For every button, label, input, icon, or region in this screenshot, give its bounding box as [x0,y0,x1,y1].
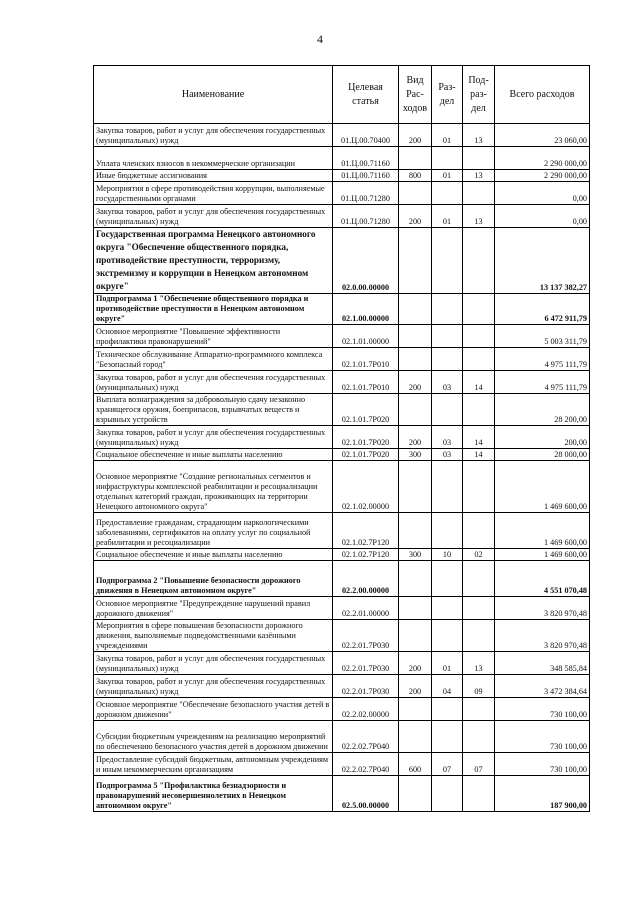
row-vid-cell [399,698,432,721]
column-header-code: Целевая статья [333,66,399,124]
row-razdel-cell: 03 [432,426,463,449]
row-total-cell: 5 003 311,79 [495,325,590,348]
row-razdel-cell [432,348,463,371]
row-vid-cell: 800 [399,170,432,182]
row-razdel-cell [432,698,463,721]
row-name-cell: Подпрограмма 2 "Повышение безопасности дорожного движения в Ненецком автономном округе" [94,561,333,597]
row-name-cell: Закупка товаров, работ и услуг для обеспечения государственных (муниципальных) нужд [94,675,333,698]
row-vid-cell [399,325,432,348]
row-code-cell: 02.1.01.7Р020 [333,449,399,461]
row-podrazdel-cell: 14 [463,449,495,461]
table-row [94,124,590,147]
table-body [94,124,590,812]
row-name-cell: Закупка товаров, работ и услуг для обеспечения государственных (муниципальных) нужд [94,124,333,147]
row-total-cell: 200,00 [495,426,590,449]
row-name-cell: Выплата вознаграждения за добровольную сдачу незаконно хранящегося оружия, боеприпасов, взрывчатых веществ и взрывных устройств [94,394,333,426]
table-row [94,698,590,721]
row-code-cell: 02.1.01.7Р020 [333,394,399,426]
row-vid-cell [399,182,432,205]
row-razdel-cell: 04 [432,675,463,698]
table-header-row [94,66,590,124]
row-vid-cell: 200 [399,675,432,698]
row-total-cell: 0,00 [495,205,590,228]
row-total-cell: 4 975 111,79 [495,371,590,394]
row-razdel-cell [432,776,463,812]
row-podrazdel-cell: 14 [463,426,495,449]
table-row [94,426,590,449]
row-podrazdel-cell [463,620,495,652]
row-razdel-cell [432,461,463,513]
row-podrazdel-cell: 14 [463,371,495,394]
row-vid-cell: 300 [399,449,432,461]
row-name-cell: Социальное обеспечение и иные выплаты населению [94,549,333,561]
row-code-cell: 01.Ц.00.71280 [333,182,399,205]
row-name-cell: Подпрограмма 5 "Профилактика безнадзорности и правонарушений несовершеннолетних в Ненецком автономном округе" [94,776,333,812]
row-razdel-cell [432,147,463,170]
row-vid-cell [399,348,432,371]
row-total-cell: 3 472 384,64 [495,675,590,698]
table-row [94,348,590,371]
row-vid-cell [399,776,432,812]
row-code-cell: 02.2.01.7Р030 [333,620,399,652]
table-row [94,753,590,776]
row-name-cell: Закупка товаров, работ и услуг для обеспечения государственных (муниципальных) нужд [94,205,333,228]
table-row [94,620,590,652]
row-total-cell: 1 469 600,00 [495,549,590,561]
row-total-cell: 2 290 000,00 [495,147,590,170]
table-row [94,513,590,549]
table-row [94,776,590,812]
row-name-cell: Закупка товаров, работ и услуг для обеспечения государственных (муниципальных) нужд [94,426,333,449]
row-razdel-cell: 10 [432,549,463,561]
row-podrazdel-cell [463,776,495,812]
row-total-cell: 187 900,00 [495,776,590,812]
row-podrazdel-cell [463,698,495,721]
column-header-vid: Вид Рас-ходов [399,66,432,124]
row-vid-cell [399,294,432,325]
row-razdel-cell [432,394,463,426]
row-name-cell: Предоставление субсидий бюджетным, автономным учреждениям и иным некоммерческим организациям [94,753,333,776]
row-name-cell: Субсидии бюджетным учреждениям на реализацию мероприятий по обеспечению безопасного участия детей в дорожном движении [94,721,333,753]
row-name-cell: Уплата членских взносов в некоммерческие организации [94,147,333,170]
row-podrazdel-cell: 09 [463,675,495,698]
row-razdel-cell: 03 [432,449,463,461]
row-code-cell: 02.0.00.00000 [333,228,399,294]
row-vid-cell [399,721,432,753]
row-name-cell: Закупка товаров, работ и услуг для обеспечения государственных (муниципальных) нужд [94,652,333,675]
column-header-total: Всего расходов [495,66,590,124]
row-total-cell: 4 551 070,48 [495,561,590,597]
row-vid-cell: 200 [399,371,432,394]
table-row [94,549,590,561]
row-code-cell: 02.1.00.00000 [333,294,399,325]
row-total-cell: 28 000,00 [495,449,590,461]
row-vid-cell [399,620,432,652]
row-razdel-cell [432,513,463,549]
row-total-cell: 0,00 [495,182,590,205]
row-name-cell: Социальное обеспечение и иные выплаты населению [94,449,333,461]
table-row [94,182,590,205]
row-code-cell: 02.2.01.7Р030 [333,675,399,698]
row-vid-cell [399,513,432,549]
row-code-cell: 02.2.01.00000 [333,597,399,620]
row-total-cell: 2 290 000,00 [495,170,590,182]
column-header-name: Наименование [94,66,333,124]
row-code-cell: 02.1.01.00000 [333,325,399,348]
row-vid-cell: 200 [399,205,432,228]
table-row [94,325,590,348]
row-total-cell: 730 100,00 [495,721,590,753]
row-name-cell: Закупка товаров, работ и услуг для обеспечения государственных (муниципальных) нужд [94,371,333,394]
table-row [94,597,590,620]
row-code-cell: 02.1.02.7Р120 [333,549,399,561]
row-podrazdel-cell [463,513,495,549]
row-razdel-cell [432,228,463,294]
row-name-cell: Предоставление гражданам, страдающим наркологическими заболеваниями, сертификатов на оплату услуг по социальной реабилитации и ресоциализации [94,513,333,549]
row-total-cell: 730 100,00 [495,698,590,721]
row-podrazdel-cell [463,597,495,620]
row-code-cell: 02.1.01.7Р020 [333,426,399,449]
table-row [94,652,590,675]
row-podrazdel-cell: 02 [463,549,495,561]
row-name-cell: Мероприятия в сфере повышения безопасности дорожного движения, выполняемые подведомственными казёнными учреждениями [94,620,333,652]
row-vid-cell: 200 [399,124,432,147]
row-total-cell: 1 469 600,00 [495,513,590,549]
row-vid-cell: 200 [399,652,432,675]
row-podrazdel-cell [463,461,495,513]
row-total-cell: 6 472 911,79 [495,294,590,325]
row-total-cell: 28 200,00 [495,394,590,426]
row-name-cell: Основное мероприятие "Повышение эффективности профилактики правонарушений" [94,325,333,348]
row-podrazdel-cell: 13 [463,205,495,228]
table-row [94,721,590,753]
row-code-cell: 02.2.01.7Р030 [333,652,399,675]
row-podrazdel-cell [463,394,495,426]
row-total-cell: 3 820 970,48 [495,597,590,620]
row-total-cell: 23 060,00 [495,124,590,147]
table-row [94,205,590,228]
row-podrazdel-cell: 13 [463,124,495,147]
row-podrazdel-cell: 07 [463,753,495,776]
row-total-cell: 3 820 970,48 [495,620,590,652]
expenditure-table [93,65,590,812]
table-row [94,449,590,461]
row-vid-cell [399,461,432,513]
row-podrazdel-cell [463,294,495,325]
row-vid-cell: 600 [399,753,432,776]
row-name-cell: Техническое обслуживание Аппаратно-программного комплекса "Безопасный город" [94,348,333,371]
row-total-cell: 730 100,00 [495,753,590,776]
table-row [94,228,590,294]
table-row [94,561,590,597]
table-row [94,461,590,513]
row-total-cell: 4 975 111,79 [495,348,590,371]
row-vid-cell [399,597,432,620]
row-razdel-cell [432,620,463,652]
row-razdel-cell: 03 [432,371,463,394]
row-podrazdel-cell [463,721,495,753]
row-name-cell: Основное мероприятие "Предупреждение нарушений правил дорожного движения" [94,597,333,620]
row-razdel-cell [432,294,463,325]
table-row [94,371,590,394]
row-code-cell: 02.2.02.7Р040 [333,753,399,776]
row-razdel-cell [432,561,463,597]
row-name-cell: Основное мероприятие "Создание региональных сегментов и инфраструктуры комплексной реабилитации и ресоциализации отдельных категорий граждан, проживающих на территории Ненецкого автономного округа" [94,461,333,513]
row-code-cell: 02.1.02.00000 [333,461,399,513]
row-total-cell: 13 137 382,27 [495,228,590,294]
column-header-podrazdel: Под-раз-дел [463,66,495,124]
table-row [94,147,590,170]
row-podrazdel-cell: 13 [463,652,495,675]
table-row [94,394,590,426]
row-code-cell: 02.2.00.00000 [333,561,399,597]
row-code-cell: 02.1.01.7Р010 [333,371,399,394]
row-name-cell: Мероприятия в сфере противодействия коррупции, выполняемые государственными органами [94,182,333,205]
row-vid-cell [399,228,432,294]
row-code-cell: 02.1.02.7Р120 [333,513,399,549]
row-name-cell: Иные бюджетные ассигнования [94,170,333,182]
row-podrazdel-cell [463,348,495,371]
row-vid-cell [399,394,432,426]
row-vid-cell [399,561,432,597]
row-podrazdel-cell [463,228,495,294]
row-razdel-cell: 01 [432,205,463,228]
row-vid-cell: 200 [399,426,432,449]
column-header-razdel: Раз-дел [432,66,463,124]
row-code-cell: 02.2.02.7Р040 [333,721,399,753]
row-code-cell: 02.5.00.00000 [333,776,399,812]
row-razdel-cell: 01 [432,124,463,147]
row-razdel-cell: 07 [432,753,463,776]
row-code-cell: 01.Ц.00.71160 [333,170,399,182]
table-row [94,294,590,325]
row-code-cell: 01.Ц.00.71160 [333,147,399,170]
row-total-cell: 1 469 600,00 [495,461,590,513]
row-razdel-cell [432,325,463,348]
row-code-cell: 01.Ц.00.70400 [333,124,399,147]
row-vid-cell [399,147,432,170]
row-podrazdel-cell [463,182,495,205]
page-number: 4 [317,32,323,46]
row-razdel-cell [432,721,463,753]
row-razdel-cell: 01 [432,170,463,182]
row-code-cell: 02.1.01.7Р010 [333,348,399,371]
row-vid-cell: 300 [399,549,432,561]
row-code-cell: 02.2.02.00000 [333,698,399,721]
row-podrazdel-cell [463,325,495,348]
row-name-cell: Государственная программа Ненецкого автономного округа "Обеспечение общественного порядка, противодействие преступности, терроризму, экстремизму и коррупции в Ненецком автономном округе" [94,228,333,294]
row-total-cell: 348 585,84 [495,652,590,675]
row-name-cell: Основное мероприятие "Обеспечение безопасного участия детей в дорожном движении" [94,698,333,721]
row-name-cell: Подпрограмма 1 "Обеспечение общественного порядка и противодействие преступности в Ненецком автономном округе" [94,294,333,325]
table-row [94,675,590,698]
row-code-cell: 01.Ц.00.71280 [333,205,399,228]
row-podrazdel-cell: 13 [463,170,495,182]
row-razdel-cell: 01 [432,652,463,675]
row-razdel-cell [432,182,463,205]
row-podrazdel-cell [463,561,495,597]
row-razdel-cell [432,597,463,620]
row-podrazdel-cell [463,147,495,170]
table-row [94,170,590,182]
